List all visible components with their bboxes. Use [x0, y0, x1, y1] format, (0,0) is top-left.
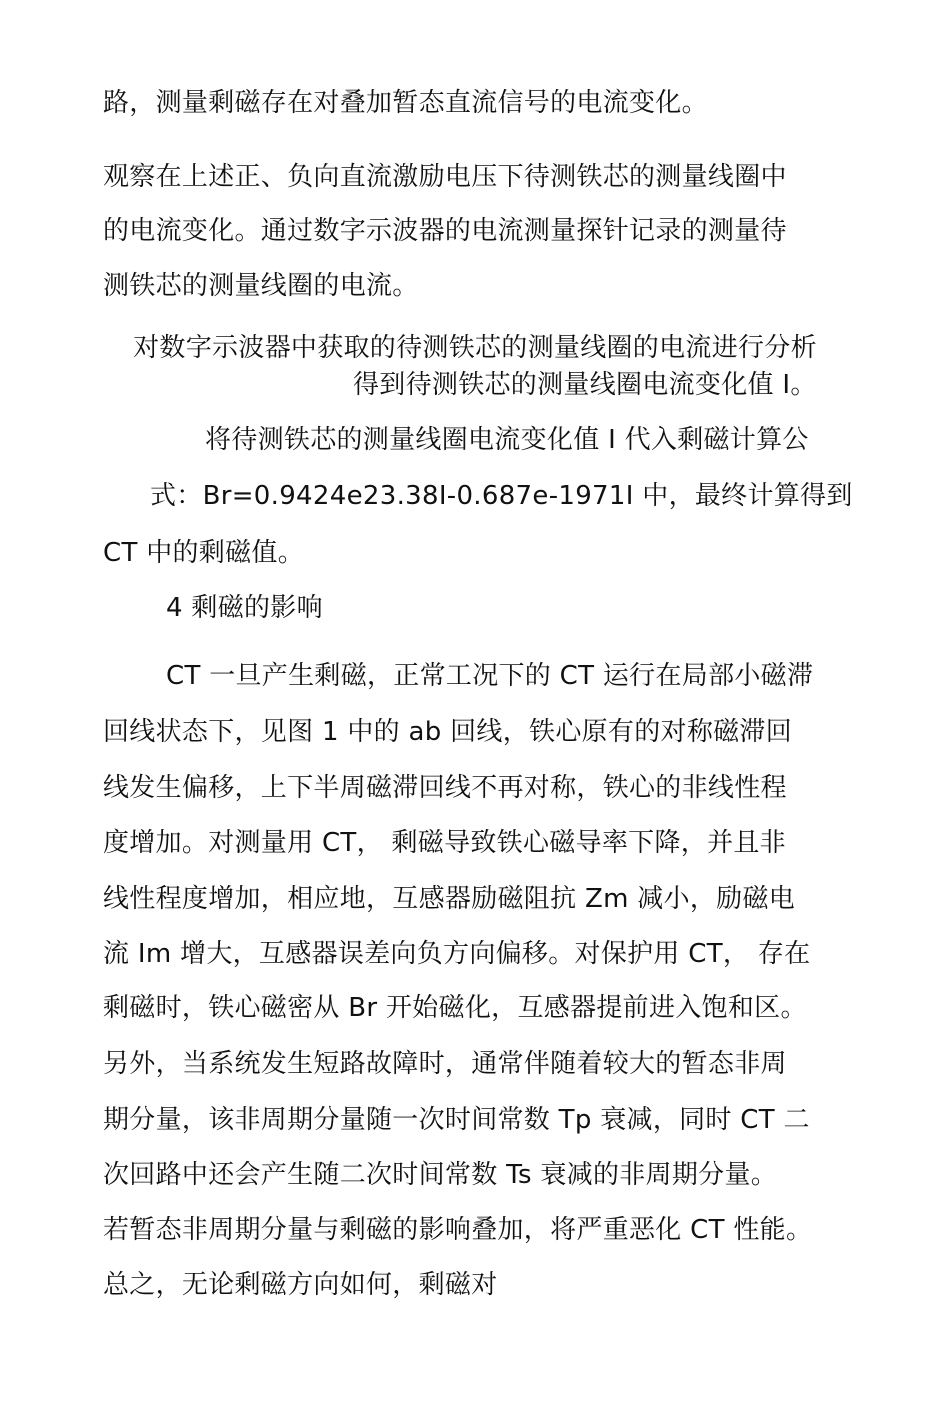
text-line-3: 的电流变化。通过数字示波器的电流测量探针记录的测量待: [103, 216, 787, 246]
text-line-11: CT 一旦产生剩磁，正常工况下的 CT 运行在局部小磁滞: [166, 661, 814, 691]
text-line-4: 测铁芯的测量线圈的电流。: [103, 271, 419, 301]
text-line-19: 期分量，该非周期分量随一次时间常数 Tp 衰减，同时 CT 二: [103, 1105, 810, 1135]
text-line-14: 度增加。对测量用 CT， 剩磁导致铁心磁导率下降，并且非: [103, 828, 786, 858]
section-heading: 4 剩磁的影响: [166, 593, 323, 623]
text-line-18: 另外，当系统发生短路故障时，通常伴随着较大的暂态非周: [103, 1049, 787, 1079]
text-line-1: 路，测量剩磁存在对叠加暂态直流信号的电流变化。: [103, 88, 708, 118]
text-line-20: 次回路中还会产生随二次时间常数 Ts 衰减的非周期分量。: [103, 1160, 778, 1190]
text-line-13: 线发生偏移，上下半周磁滞回线不再对称，铁心的非线性程: [103, 773, 787, 803]
text-line-21: 若暂态非周期分量与剩磁的影响叠加，将严重恶化 CT 性能。: [103, 1215, 813, 1245]
text-line-16: 流 Im 增大，互感器误差向负方向偏移。对保护用 CT， 存在: [103, 939, 811, 969]
text-line-2: 观察在上述正、负向直流激励电压下待测铁芯的测量线圈中: [103, 162, 787, 192]
formula-line: 式：Br=0.9424e23.38I-0.687e-1971I 中，最终计算得到: [150, 481, 853, 511]
text-line-12: 回线状态下，见图 1 中的 ab 回线，铁心原有的对称磁滞回: [103, 717, 793, 747]
text-line-7: 将待测铁芯的测量线圈电流变化值 I 代入剩磁计算公: [205, 425, 809, 455]
text-line-17: 剩磁时，铁心磁密从 Br 开始磁化，互感器提前进入饱和区。: [103, 993, 807, 1023]
text-line-22: 总之，无论剩磁方向如何，剩磁对: [103, 1270, 498, 1300]
text-line-5: 对数字示波器中获取的待测铁芯的测量线圈的电流进行分析: [133, 333, 817, 363]
text-line-9: CT 中的剩磁值。: [103, 538, 305, 568]
text-line-15: 线性程度增加，相应地，互感器励磁阻抗 Zm 减小，励磁电: [103, 884, 796, 914]
text-line-6: 得到待测铁芯的测量线圈电流变化值 I。: [353, 370, 817, 400]
